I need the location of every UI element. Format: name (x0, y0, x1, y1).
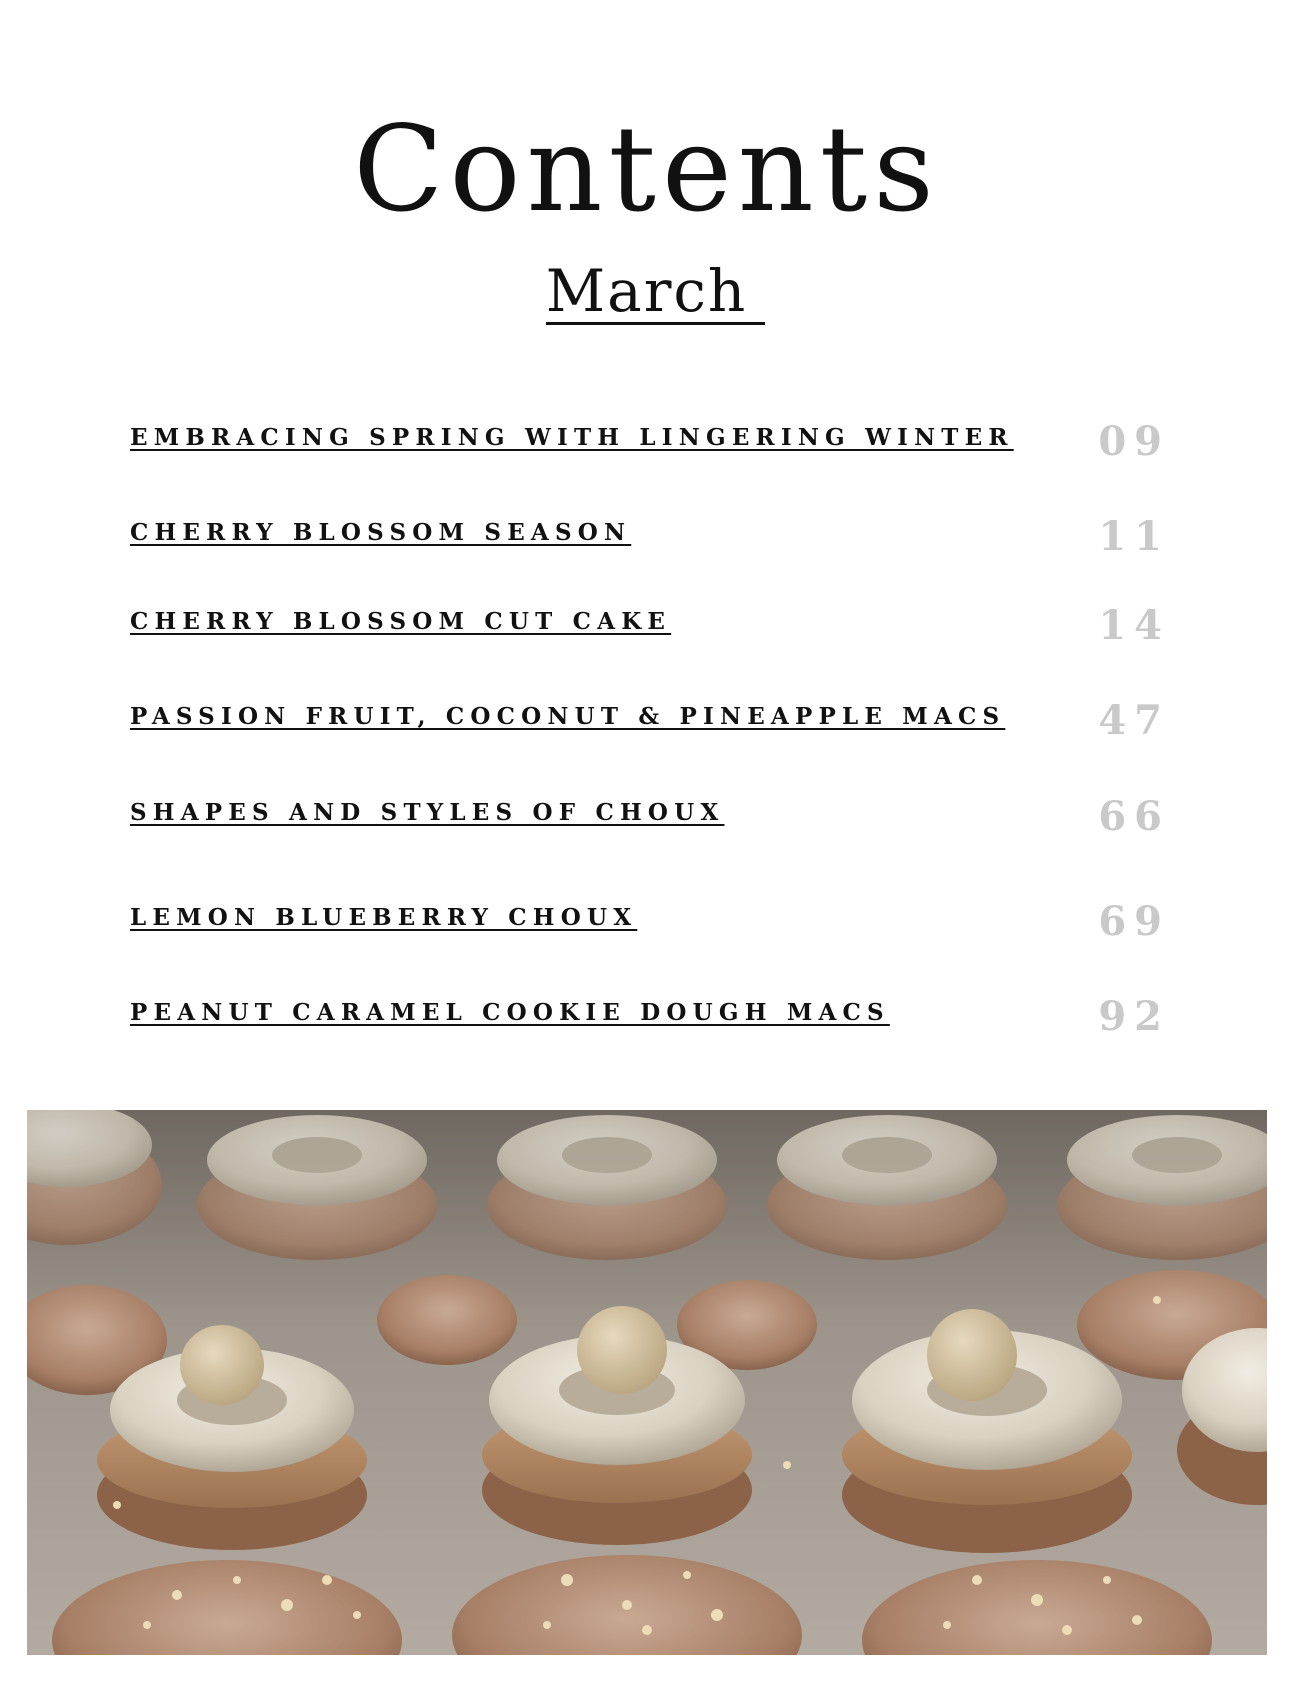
page-title: Contents (353, 100, 940, 238)
toc-entry-title[interactable]: LEMON BLUEBERRY CHOUX (130, 904, 638, 931)
toc-entry[interactable] (130, 513, 1170, 563)
month-label: March (546, 262, 766, 325)
toc-entry-page: 11 (1098, 513, 1170, 560)
toc-entry[interactable] (130, 418, 1170, 468)
month-subtitle (0, 257, 1293, 325)
toc-entry-page: 09 (1098, 418, 1170, 465)
toc-entry-title[interactable]: CHERRY BLOSSOM CUT CAKE (130, 608, 672, 635)
toc-entry-page: 66 (1098, 793, 1170, 840)
toc-entry-page: 69 (1098, 898, 1170, 945)
macarons-photo (27, 1110, 1267, 1655)
toc-entry-title[interactable]: EMBRACING SPRING WITH LINGERING WINTER (130, 424, 1014, 451)
toc-entry-page: 92 (1098, 993, 1170, 1040)
toc-entry[interactable] (130, 697, 1170, 747)
toc-entry-title[interactable]: PEANUT CARAMEL COOKIE DOUGH MACS (130, 999, 890, 1026)
toc-entry-title[interactable]: CHERRY BLOSSOM SEASON (130, 519, 632, 546)
toc-entry[interactable] (130, 993, 1170, 1043)
toc-entry-page: 14 (1098, 602, 1170, 649)
toc-entry[interactable] (130, 602, 1170, 652)
toc-entry[interactable] (130, 898, 1170, 948)
toc-entry-title[interactable]: PASSION FRUIT, COCONUT & PINEAPPLE MACS (130, 703, 1006, 730)
toc-entry-title[interactable]: SHAPES AND STYLES OF CHOUX (130, 799, 725, 826)
toc-entry-page: 47 (1098, 697, 1170, 744)
macarons-illustration (27, 1110, 1267, 1655)
toc-entry[interactable] (130, 793, 1170, 843)
